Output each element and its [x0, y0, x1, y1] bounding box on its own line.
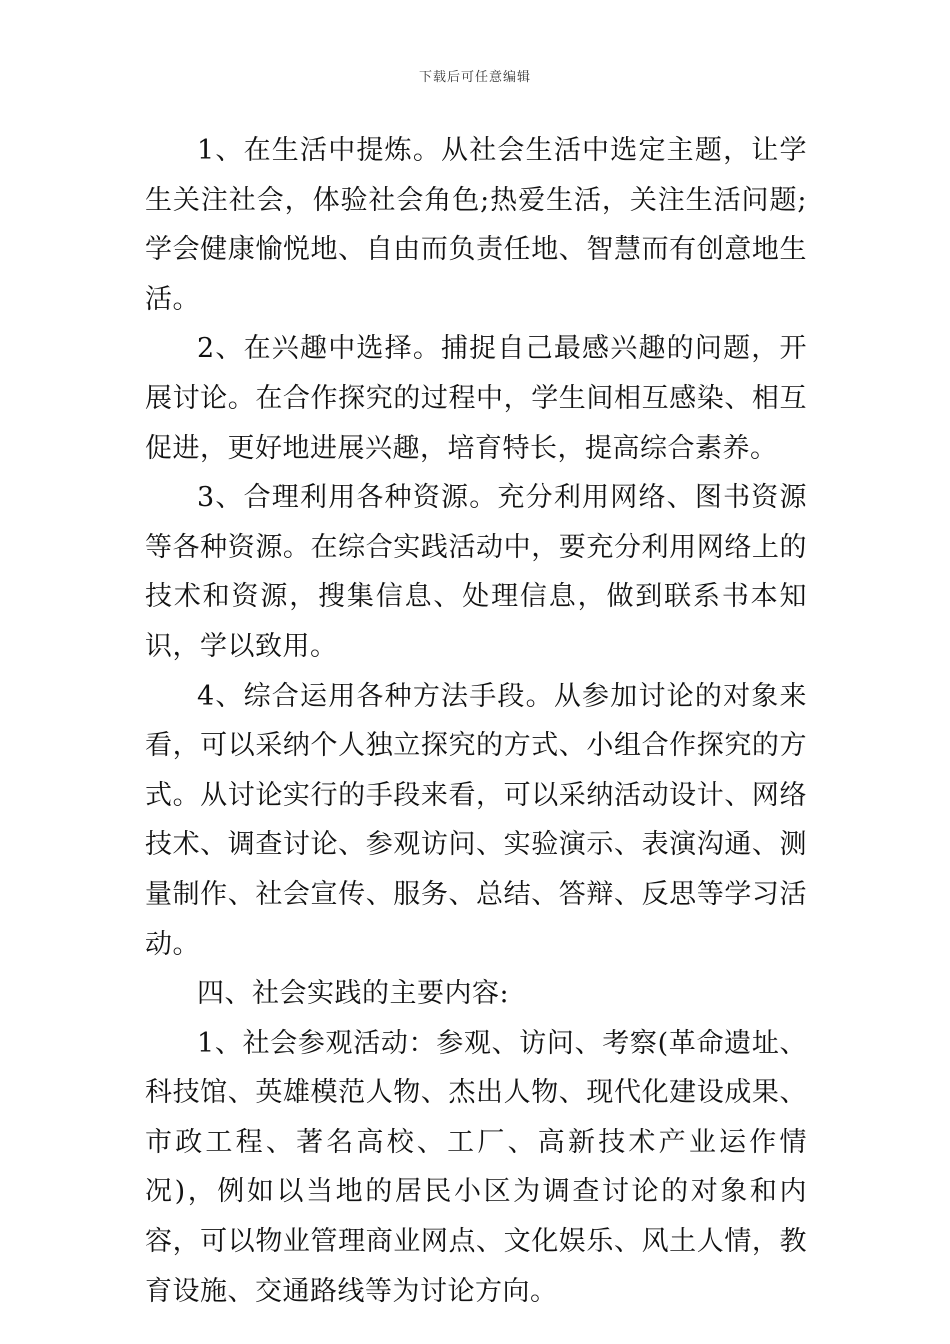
paragraph-2: 2、在兴趣中选择。捕捉自己最感兴趣的问题，开展讨论。在合作探究的过程中，学生间相互感染、相互促进，更好地进展兴趣，培育特长，提高综合素养。 [145, 333, 807, 464]
paragraph-1: 1、在生活中提炼。从社会生活中选定主题，让学生关注社会，体验社会角色;热爱生活，关注生活问题;学会健康愉悦地、自由而负责任地、智慧而有创意地生活。 [145, 135, 807, 315]
paragraph-5: 1、社会参观活动：参观、访问、考察(革命遗址、科技馆、英雄模范人物、杰出人物、现代化建设成果、市政工程、著名高校、工厂、高新技术产业运作情况)，例如以当地的居民小区为调查讨论的对象和内容，可以物业管理商业网点、文化娱乐、风土人情，教育设施、交通路线等为讨论方向。 [145, 1027, 807, 1307]
page-header: 下载后可任意编辑 [418, 70, 531, 85]
paragraph-3: 3、合理利用各种资源。充分利用网络、图书资源等各种资源。在综合实践活动中，要充分利用网络上的技术和资源，搜集信息、处理信息，做到联系书本知识，学以致用。 [145, 482, 807, 662]
document-body [145, 126, 807, 1316]
paragraph-4: 4、综合运用各种方法手段。从参加讨论的对象来看，可以采纳个人独立探究的方式、小组合作探究的方式。从讨论实行的手段来看，可以采纳活动设计、网络技术、调查讨论、参观访问、实验演示、表演沟通、测量制作、社会宣传、服务、总结、答辩、反思等学习活动。 [145, 680, 807, 960]
section-heading: 四、社会实践的主要内容: [197, 978, 510, 1010]
